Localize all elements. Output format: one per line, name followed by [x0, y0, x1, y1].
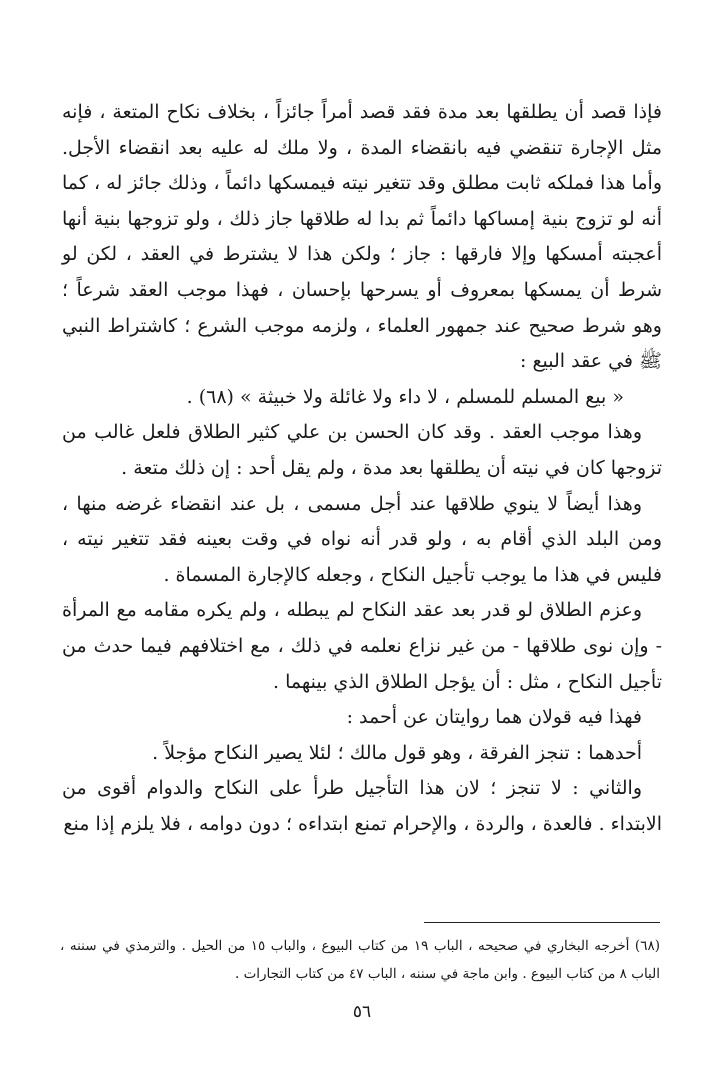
- footnote-divider: [424, 922, 660, 923]
- paragraph: أحدهما : تنجز الفرقة ، وهو قول مالك ؛ لئلا يصير النكاح مؤجلاً .: [152, 741, 642, 764]
- footnote: [60, 932, 660, 988]
- paragraph: وهذا أيضاً لا ينوي طلاقها عند أجل مسمى ، بل عند انقضاء غرضه منها ، ومن البلد الذي أقام به ، ولو قدر أنه نواه في وقت بعينه فقد تتغير نيته ، فليس في هذا ما يوجب تأجيل النكاح ، وجعله كالإجارة المسماة .: [62, 492, 662, 586]
- paragraph: فهذا فيه قولان هما روايتان عن أحمد :: [346, 706, 642, 729]
- paragraph: وعزم الطلاق لو قدر بعد عقد النكاح لم يبطله ، ولم يكره مقامه مع المرأة - وإن نوى طلاقها - من غير نزاع نعلمه في ذلك ، مع اختلافهم فيما حدث من تأجيل النكاح ، مثل : أن يؤجل الطلاق الذي بينهما .: [62, 599, 662, 693]
- paragraph: والثاني : لا تنجز ؛ لان هذا التأجيل طرأ على النكاح والدوام أقوى من الابتداء . فالعدة ، والردة ، والإحرام تمنع ابتداءه ؛ دون دوامه ، فلا يلزم إذا منع: [62, 777, 662, 835]
- hadith-quote: « بيع المسلم للمسلم ، لا داء ولا غائلة ولا خبيثة » (٦٨) .: [186, 385, 624, 408]
- paragraph: فإذا قصد أن يطلقها بعد مدة فقد قصد أمراً جائزاً ، بخلاف نكاح المتعة ، فإنه مثل الإجارة تنقضي فيه بانقضاء المدة ، ولا ملك له عليه بعد انقضاء الأجل. وأما هذا فملكه ثابت مطلق وقد تتغير نيته فيمسكها دائماً ، وذلك جائز له ، كما أنه لو تزوج بنية إمساكها دائماً ثم بدا له طلاقها جاز ذلك ، ولو تزوجها بنية أنها أعجبته أمسكها وإلا فارقها : جاز ؛ ولكن هذا لا يشترط في العقد ، لكن لو شرط أن يمسكها بمعروف أو يسرحها بإحسان ، فهذا موجب العقد شرعاً ؛ وهو شرط صحيح عند جمهور العلماء ، ولزمه موجب الشرع ؛ كاشتراط النبي ﷺ في عقد البيع :: [62, 101, 662, 373]
- paragraph: وهذا موجب العقد . وقد كان الحسن بن علي كثير الطلاق فلعل غالب من تزوجها كان في نيته أن يطلقها بعد مدة ، ولم يقل أحد : إن ذلك متعة .: [62, 421, 662, 479]
- main-text: [62, 95, 662, 842]
- page-number: ٥٦: [352, 1002, 372, 1022]
- footnote-text: (٦٨) أخرجه البخاري في صحيحه ، الباب ١٩ من كتاب البيوع ، والباب ١٥ من الحيل . والترمذي في سننه ، الباب ٨ من كتاب البيوع . وابن ماجة في سننه ، الباب ٤٧ من كتاب التجارات .: [60, 938, 660, 982]
